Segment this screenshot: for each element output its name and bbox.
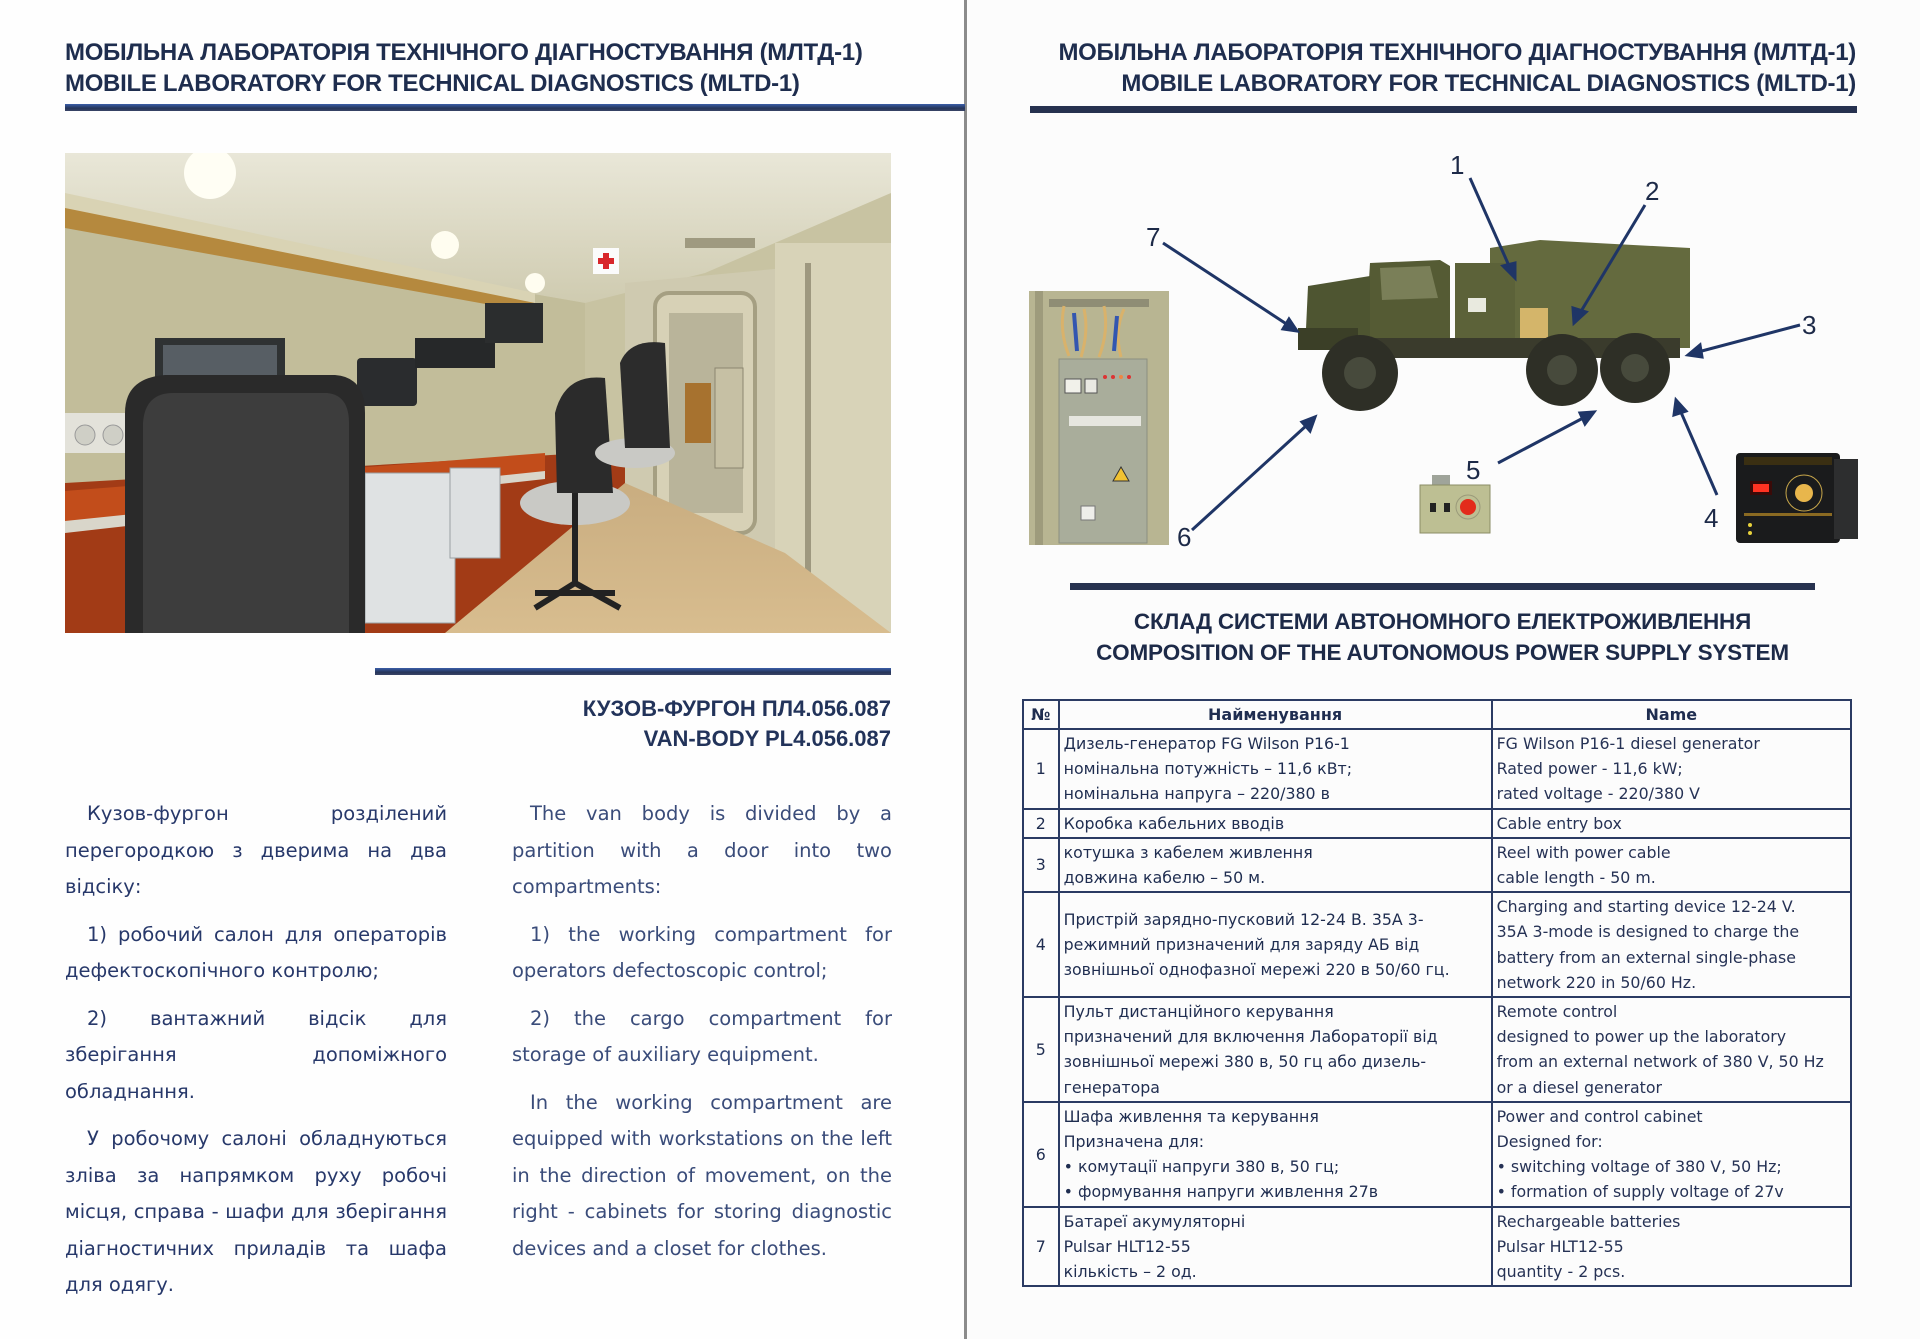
table-row [1023,809,1851,838]
cell-name-en [1492,838,1851,892]
cell-line: призначений для включення Лабораторії від [1063,1027,1438,1047]
cell-line: rated voltage - 220/380 V [1496,784,1700,804]
paragraph-ua: 1) робочий салон для операторів дефектоскопічного контролю; [65,922,447,982]
cell-name-en [1492,1102,1851,1207]
cell-line: 35A 3-mode is designed to charge the [1496,922,1800,942]
lab-interior-photo [65,153,891,633]
description-ua [65,796,447,1315]
header-title-en: MOBILE LABORATORY FOR TECHNICAL DIAGNOSTICS (MLTD-1) [65,70,800,97]
description-en [512,796,892,1278]
header-divider [65,104,965,111]
cell-name-ua [1059,809,1492,838]
power-cabinet-illustration [1029,291,1169,545]
header-title-en: MOBILE LABORATORY FOR TECHNICAL DIAGNOSTICS (MLTD-1) [1121,70,1856,97]
cell-name-ua [1059,997,1492,1102]
truck-illustration [1290,238,1710,438]
cell-number: 4 [1023,892,1059,997]
cell-number: 6 [1023,1102,1059,1207]
cell-line: Батареї акумуляторні [1063,1211,1246,1231]
cell-line: • switching voltage of 380 V, 50 Hz; [1496,1157,1782,1177]
cell-name-en [1492,729,1851,809]
cell-line: cable length - 50 m. [1496,868,1656,888]
subtitle-ua: КУЗОВ-ФУРГОН ПЛ4.056.087 [582,696,891,721]
table-row [1023,997,1851,1102]
cell-name-en [1492,892,1851,997]
cell-line: номінальна потужність – 11,6 кВт; [1063,759,1353,779]
cell-line: Power and control cabinet [1496,1106,1703,1126]
paragraph-ua: У робочому салоні обладнуються зліва за напрямком руху робочі місця, справа - шафи для зберігання діагностичних приладів та шафа для одягу. [65,1127,447,1296]
cell-line: Коробка кабельних вводів [1063,813,1285,833]
cell-line: Designed for: [1496,1132,1603,1152]
cell-line: Pulsar HLT12-55 [1496,1236,1624,1256]
cell-name-ua [1059,892,1492,997]
cell-line: Rechargeable batteries [1496,1211,1681,1231]
table-row [1023,1102,1851,1207]
cell-line: designed to power up the laboratory [1496,1027,1787,1047]
section-divider [1070,583,1815,590]
cell-line: from an external network of 380 V, 50 Hz [1496,1052,1824,1072]
cell-line: Pulsar HLT12-55 [1063,1236,1191,1256]
cell-line: режимний призначений для заряду АБ від [1063,935,1420,955]
right-page-header [1058,37,1856,99]
remote-control-photo [1418,475,1493,535]
cell-line: Пульт дистанційного керування [1063,1002,1334,1022]
cell-name-en [1492,997,1851,1102]
cell-line: • комутації напруги 380 в, 50 гц; [1063,1157,1340,1177]
subtitle-divider [375,668,891,675]
table-row [1023,729,1851,809]
column-header-en: Name [1492,700,1851,729]
subtitle-en: VAN-BODY PL4.056.087 [643,726,891,751]
callout-label-4: 4 [1704,503,1719,533]
cell-line: Дизель-генератор FG Wilson P16-1 [1063,734,1350,753]
left-page-header [65,37,863,99]
paragraph-ua: 2) вантажний відсік для зберігання допоміжного обладнання. [65,1006,447,1103]
cell-name-ua [1059,838,1492,892]
cell-line: Reel with power cable [1496,842,1671,862]
cell-line: Rated power - 11,6 kW; [1496,759,1683,779]
cell-number: 3 [1023,838,1059,892]
cell-line: Шафа живлення та керування [1063,1106,1319,1126]
cell-name-ua [1059,729,1492,809]
paragraph-en: The van body is divided by a partition with a door into two compartments: [512,802,892,898]
page-gutter [964,0,967,1339]
truck-photo [1290,238,1710,438]
header-title-ua: МОБІЛЬНА ЛАБОРАТОРІЯ ТЕХНІЧНОГО ДІАГНОСТУВАННЯ (МЛТД-1) [65,39,863,66]
cell-line: зовнішньої однофазної мережі 220 в 50/60 гц. [1063,960,1450,980]
cell-line: network 220 in 50/60 Hz. [1496,972,1697,992]
paragraph-en: 2) the cargo compartment for storage of auxiliary equipment. [512,1006,892,1066]
header-title-ua: МОБІЛЬНА ЛАБОРАТОРІЯ ТЕХНІЧНОГО ДІАГНОСТУВАННЯ (МЛТД-1) [1058,39,1856,66]
cell-number: 1 [1023,729,1059,809]
paragraph-en: In the working compartment are equipped with workstations on the left in the direction of movement, on the right - cabinets for storing diagnostic devices and a closet for clothes. [512,1090,892,1260]
callout-label-2: 2 [1645,176,1660,206]
cell-line: зовнішньої мережі 380 в, 50 гц або дизель- [1063,1052,1427,1072]
table-row [1023,1207,1851,1287]
paragraph-en: 1) the working compartment for operators defectoscopic control; [512,922,892,982]
cell-line: котушка з кабелем живлення [1063,842,1313,862]
cell-number: 5 [1023,997,1059,1102]
cell-name-en [1492,1207,1851,1287]
cell-line: Призначена для: [1063,1132,1205,1152]
power-cabinet-photo [1029,291,1169,545]
section-title-en: COMPOSITION OF THE AUTONOMOUS POWER SUPPLY SYSTEM [1096,640,1789,665]
cell-name-ua [1059,1102,1492,1207]
cell-line: • formation of supply voltage of 27v [1496,1182,1784,1202]
cell-line: Remote control [1496,1002,1618,1022]
cell-name-en [1492,809,1851,838]
table-row [1023,838,1851,892]
charger-illustration [1736,453,1858,543]
lab-interior-illustration [65,153,891,633]
cell-line: FG Wilson P16-1 diesel generator [1496,734,1760,753]
column-header-number: № [1023,700,1059,729]
callout-label-3: 3 [1802,310,1817,340]
cell-line: • формування напруги живлення 27в [1063,1182,1379,1202]
cell-number: 7 [1023,1207,1059,1287]
table-header-row [1023,700,1851,729]
callout-label-7: 7 [1146,222,1161,252]
power-system-table [1022,699,1852,1287]
callout-label-6: 6 [1177,522,1192,552]
column-header-ua: Найменування [1059,700,1492,729]
cell-line: кількість – 2 од. [1063,1262,1197,1282]
callout-label-1: 1 [1450,150,1465,180]
section-title-ua: СКЛАД СИСТЕМИ АВТОНОМНОГО ЕЛЕКТРОЖИВЛЕННЯ [1133,609,1752,634]
cell-line: номінальна напруга – 220/380 в [1063,784,1330,804]
charger-photo [1736,453,1858,543]
cell-name-ua [1059,1207,1492,1287]
cell-line: Пристрій зарядно-пусковий 12-24 В. 35А 3- [1063,909,1424,929]
cell-line: генератора [1063,1077,1160,1097]
table-row [1023,892,1851,997]
cell-line: Charging and starting device 12-24 V. [1496,897,1796,917]
cell-line: battery from an external single-phase [1496,947,1796,967]
remote-control-illustration [1418,475,1493,535]
cell-line: or a diesel generator [1496,1077,1662,1097]
cell-line: quantity - 2 pcs. [1496,1262,1626,1282]
paragraph-ua: Кузов-фургон розділений перегородкою з дверима на два відсіку: [65,802,447,898]
power-system-title [1070,606,1815,668]
cell-number: 2 [1023,809,1059,838]
van-body-subtitle [583,694,891,754]
header-divider [1030,106,1857,113]
cell-line: довжина кабелю – 50 м. [1063,868,1266,888]
callout-label-5: 5 [1466,455,1481,485]
cell-line: Cable entry box [1496,813,1622,833]
